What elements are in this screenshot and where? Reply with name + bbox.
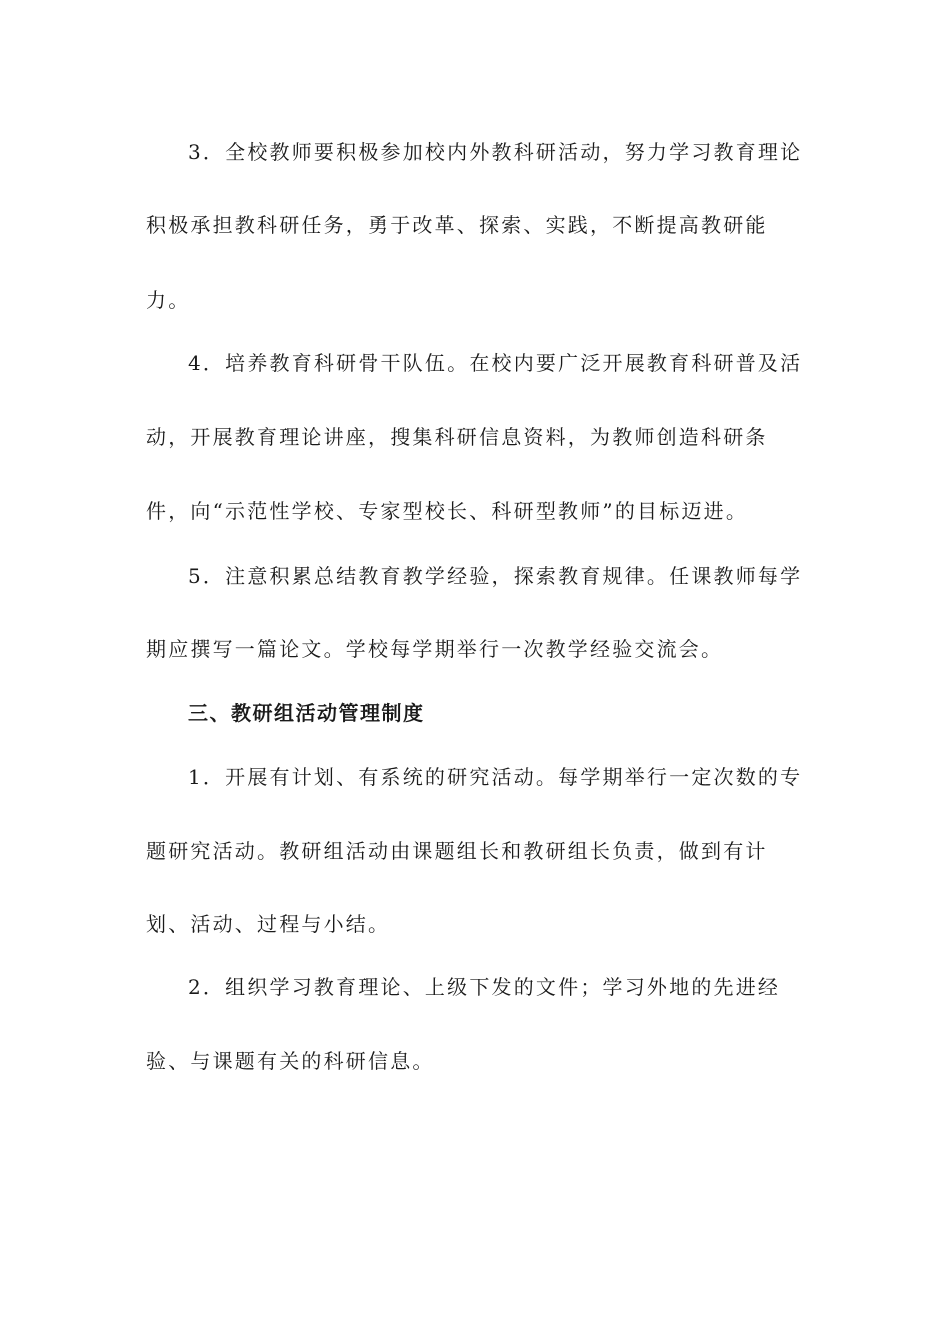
paragraph-4-line-2: 动，开展教育理论讲座，搜集科研信息资料，为教师创造科研条 xyxy=(146,425,768,449)
section-paragraph-2-line-1: 2．组织学习教育理论、上级下发的文件；学习外地的先进经 xyxy=(188,975,781,999)
section-heading: 三、教研组活动管理制度 xyxy=(188,701,425,725)
paragraph-3-line-2: 积极承担教科研任务，勇于改革、探索、实践，不断提高教研能 xyxy=(146,213,768,237)
paragraph-3-line-3: 力。 xyxy=(146,288,191,312)
section-paragraph-1-line-2: 题研究活动。教研组活动由课题组长和教研组长负责，做到有计 xyxy=(146,839,768,863)
paragraph-4-line-1: 4．培养教育科研骨干队伍。在校内要广泛开展教育科研普及活 xyxy=(188,351,803,375)
paragraph-3-line-1: 3．全校教师要积极参加校内外教科研活动，努力学习教育理论 xyxy=(188,140,803,164)
paragraph-4-line-3: 件，向“示范性学校、专家型校长、科研型教师”的目标迈进。 xyxy=(146,499,749,523)
section-paragraph-1-line-1: 1．开展有计划、有系统的研究活动。每学期举行一定次数的专 xyxy=(188,765,803,789)
section-paragraph-2-line-2: 验、与课题有关的科研信息。 xyxy=(146,1049,435,1073)
section-paragraph-1-line-3: 划、活动、过程与小结。 xyxy=(146,912,391,936)
paragraph-5-line-1: 5．注意积累总结教育教学经验，探索教育规律。任课教师每学 xyxy=(188,564,803,588)
paragraph-5-line-2: 期应撰写一篇论文。学校每学期举行一次教学经验交流会。 xyxy=(146,637,724,661)
